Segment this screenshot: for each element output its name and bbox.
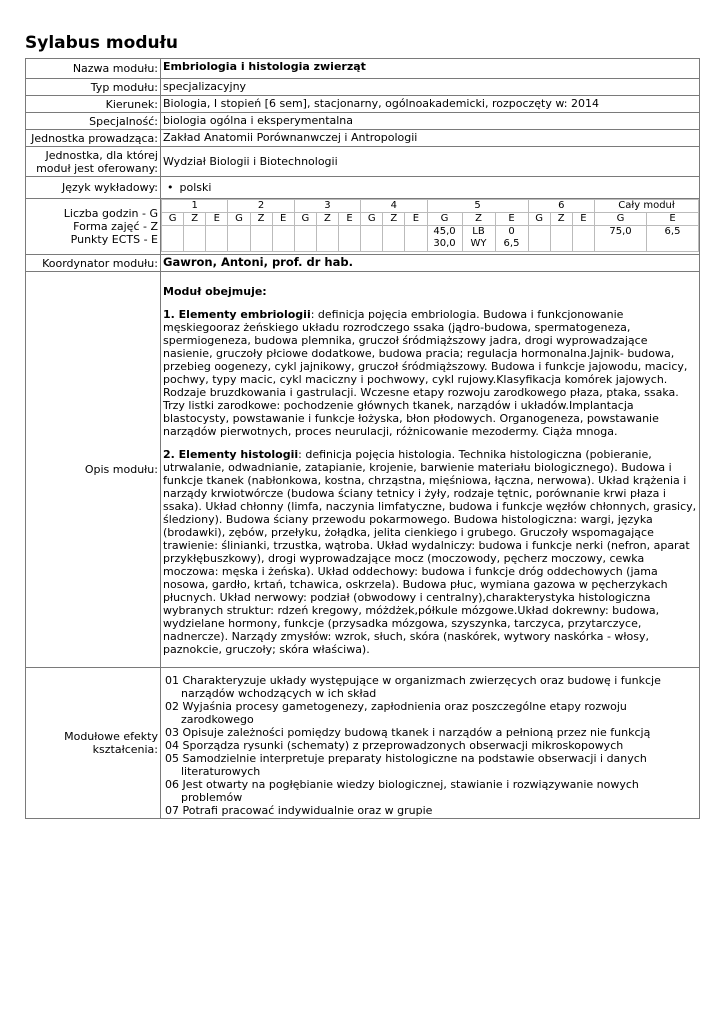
semester-total: Cały moduł [595, 200, 699, 213]
total-hours: 75,0 [595, 226, 647, 252]
s5-ects: 0 6,5 [495, 226, 528, 252]
page-title: Sylabus modułu [25, 33, 179, 53]
s6-z: Z [550, 213, 572, 226]
outcome-03: 03 Opisuje zależności pomiędzy budową tkanek i narządów a pełnioną przez nie funkcją [165, 726, 651, 739]
syllabus-table [25, 58, 700, 819]
label-hours-g: Liczba godzin - G [63, 207, 158, 220]
semester-6: 6 [528, 200, 594, 213]
module-description [161, 272, 700, 668]
total-ects: 6,5 [647, 226, 699, 252]
offering-unit: Wydział Biologii i Biotechnologii [161, 147, 700, 177]
label-liczba-godzin [26, 199, 161, 255]
s1-e: E [206, 213, 228, 226]
language-item: • polski [163, 181, 211, 194]
s2-g: G [228, 213, 250, 226]
s6-g: G [528, 213, 550, 226]
learning-outcomes [161, 668, 700, 819]
label-jednostka-oferujaca: Jednostka, dla której moduł jest oferowany: [26, 147, 161, 177]
module-name: Embriologia i histologia zwierząt [161, 59, 700, 79]
description-intro: Moduł obejmuje: [163, 285, 267, 298]
s4-g: G [361, 213, 383, 226]
semester-3: 3 [294, 200, 360, 213]
s4-e: E [405, 213, 427, 226]
outcome-04: 04 Sporządza rysunki (schematy) z przeprowadzonych obserwacji mikroskopowych [165, 739, 624, 752]
outcome-05: 05 Samodzielnie interpretuje preparaty histologiczne na podstawie obserwacji i danych literaturowych [165, 752, 647, 778]
field-of-study: Biologia, I stopień [6 sem], stacjonarny, ogólnoakademicki, rozpoczęty w: 2014 [161, 96, 700, 113]
s1-g: G [162, 213, 184, 226]
s3-g: G [294, 213, 316, 226]
s6-e: E [572, 213, 594, 226]
label-specjalnosc: Specjalność: [26, 113, 161, 130]
total-e: E [647, 213, 699, 226]
s3-e: E [339, 213, 361, 226]
s5-forms: LB WY [462, 226, 495, 252]
label-hours-z: Forma zajęć - Z [73, 220, 158, 233]
semester-1: 1 [162, 200, 228, 213]
outcome-02: 02 Wyjaśnia procesy gametogenezy, zapłodnienia oraz poszczególne etapy rozwoju zarodkowego [165, 700, 627, 726]
s2-z: Z [250, 213, 272, 226]
s3-z: Z [316, 213, 338, 226]
semester-5: 5 [427, 200, 528, 213]
label-typ: Typ modułu: [26, 79, 161, 96]
s2-e: E [272, 213, 294, 226]
outcome-06: 06 Jest otwarty na pogłębianie wiedzy biologicznej, stawianie i rozwiązywanie nowych problemów [165, 778, 639, 804]
semester-2: 2 [228, 200, 294, 213]
outcome-07: 07 Potrafi pracować indywidualnie oraz w grupie [165, 804, 433, 817]
s4-z: Z [383, 213, 405, 226]
description-embryology: 1. Elementy embriologii: definicja pojęcia embriologia. Budowa i funkcjonowanie męskiegooraz żeńskiego układu rozrodczego ssaka (jądro-budowa, spermatogeneza, spermiogeneza, budowa plemnika, gruczoł śródmiąższowy jadra, drogi wyprowadzające nasienie, gruczoły płciowe dodatkowe, budowa pracia; regulacja hormonalna.Jajnik- budowa, przebieg oogenezy, cykl jajnikowy, gruczoł śródmiąższowy. Budowa i funkcje jajowodu, macicy, pochwy, typy macic, cykl maciczny i pochwowy, cykl rujowy.Klasyfikacja komórek jajowych. Rodzaje bruzdkowania i gastrulacji. Wczesne etapy rozwoju zarodkowego płaza, ptaka, ssaka. Trzy listki zarodkowe: pochodzenie głównych tkanek, narządów i układów.Implantacja blastocysty, powstawanie i funkcje łożyska, błon płodowych. Organogeneza, powstawanie narządów pierwotnych, proces neurulacji, różnicowanie mezodermy. Ciąża mnoga. [163, 308, 688, 438]
label-jednostka: Jednostka prowadząca: [26, 130, 161, 147]
s1-z: Z [184, 213, 206, 226]
label-kierunek: Kierunek: [26, 96, 161, 113]
s5-z: Z [462, 213, 495, 226]
specialization: biologia ogólna i eksperymentalna [161, 113, 700, 130]
label-hours-e: Punkty ECTS - E [70, 233, 158, 246]
outcome-01: 01 Charakteryzuje układy występujące w organizmach zwierzęcych oraz budowę i funkcje narządów wchodzących w ich skład [165, 674, 661, 700]
label-opis: Opis modułu: [26, 272, 161, 668]
semester-4: 4 [361, 200, 427, 213]
s5-hours: 45,0 30,0 [427, 226, 462, 252]
teaching-unit: Zakład Anatomii Porównanwczej i Antropologii [161, 130, 700, 147]
label-jezyk: Język wykładowy: [26, 177, 161, 199]
label-nazwa: Nazwa modułu: [26, 59, 161, 79]
description-histology: 2. Elementy histologii: definicja pojęcia histologia. Technika histologiczna (pobieranie, utrwalanie, odwadnianie, zatapianie, krojenie, barwienie materiału biologicznego). Budowa i funkcje tkanek (nabłonkowa, kostna, chrząstna, mięśniowa, łączna, nerwowa). Układ krążenia i narządy krwiotwórcze (budowa ściany tetnicy i żyły, rodzaje tętnic, porównanie krwi płaza i ssaka). Układ chłonny (limfa, naczynia limfatyczne, budowa i funkcje węzłów chłonnych, grasicy, śledziony). Budowa ściany przewodu pokarmowego. Budowa histologiczna: wargi, języka (brodawki), zębów, przełyku, żołądka, jelita cienkiego i grubego. Gruczoły wspomagające trawienie: ślinianki, trzustka, wątroba. Układ wydalniczy: budowa i funkcje nerki (nefron, aparat przykłębuszkowy), drogi wyprowadzające mocz (moczowody, pęcherz moczowy, cewka moczowa: męska i żeńska). Układ oddechowy: budowa i funkcje dróg oddechowych (jama nosowa, gardło, krtań, tchawica, oskrzela). Budowa płuc, wymiana gazowa w pęcherzykach płucnych. Układ nerwowy: podział (obwodowy i centralny),charakterystyka histologiczna wybranych struktur: rdzeń kregowy, móżdżek,półkule mózgowe.Układ dokrewny: budowa, wydzielane hormony, funkcje (przysadka mózgowa, szyszynka, tarczyca, przytarczyce, nadnercze). Narządy zmysłów: wzrok, słuch, skóra (naskórek, wytwory naskórka - włosy, paznokcie, gruczoły; skóra właściwa). [163, 448, 697, 656]
total-g: G [595, 213, 647, 226]
coordinator: Gawron, Antoni, prof. dr hab. [161, 255, 700, 272]
label-koordynator: Koordynator modułu: [26, 255, 161, 272]
module-type: specjalizacyjny [161, 79, 700, 96]
s5-e: E [495, 213, 528, 226]
s5-g: G [427, 213, 462, 226]
label-efekty: Modułowe efekty kształcenia: [26, 668, 161, 819]
hours-table [161, 199, 699, 252]
